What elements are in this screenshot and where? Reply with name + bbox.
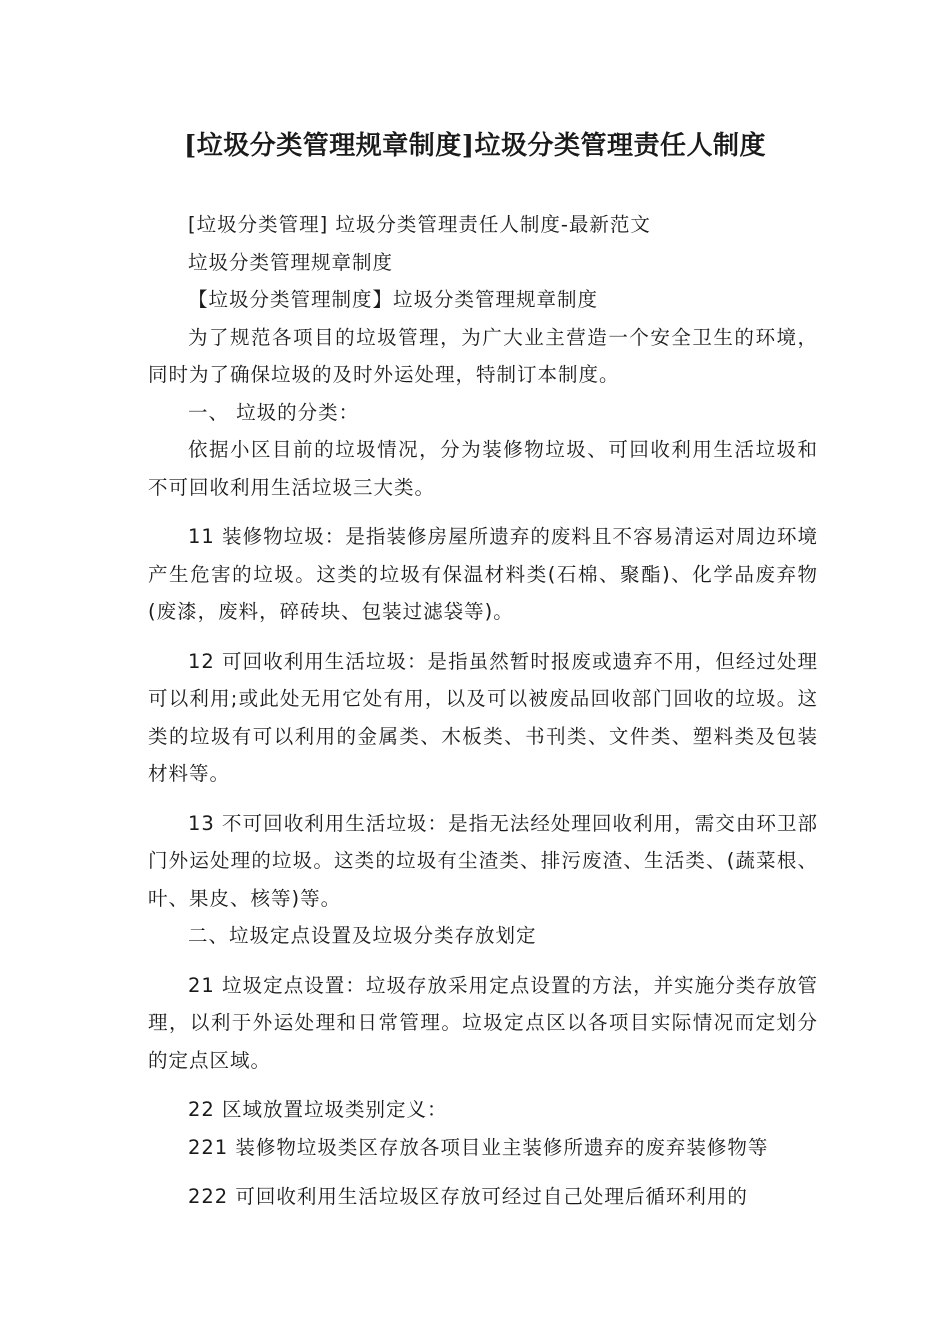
- paragraph-21: 21 垃圾定点设置：垃圾存放采用定点设置的方法，并实施分类存放管理，以利于外运处理和日常管理。垃圾定点区以各项目实际情况而定划分的定点区域。: [148, 973, 818, 1072]
- paragraph-subtitle: [垃圾分类管理] 垃圾分类管理责任人制度-最新范文: [187, 213, 651, 236]
- paragraph-source: 【垃圾分类管理制度】垃圾分类管理规章制度: [187, 288, 598, 311]
- paragraph-heading: 垃圾分类管理规章制度: [187, 250, 393, 274]
- section-heading-placement: 二、垃圾定点设置及垃圾分类存放划定: [187, 924, 537, 947]
- section-heading-classification: 一、 垃圾的分类：: [187, 400, 360, 424]
- paragraph-22: 22 区域放置垃圾类别定义：: [187, 1098, 448, 1121]
- paragraph-13: 13 不可回收利用生活垃圾：是指无法经处理回收利用，需交由环卫部门外运处理的垃圾。这类的垃圾有尘渣类、排污废渣、生活类、(蔬菜根、叶、果皮、核等)等。: [148, 811, 818, 910]
- paragraph-221: 221 装修物垃圾类区存放各项目业主装修所遗弃的废弃装修物等: [187, 1135, 769, 1159]
- document-body: [148, 206, 818, 1216]
- document-title: [垃圾分类管理规章制度]垃圾分类管理责任人制度: [183, 131, 767, 162]
- paragraph-222: 222 可回收利用生活垃圾区存放可经过自己处理后循环利用的: [187, 1185, 748, 1208]
- paragraph-11: 11 装修物垃圾：是指装修房屋所遗弃的废料且不容易清运对周边环境产生危害的垃圾。这类的垃圾有保温材料类(石棉、聚酯)、化学品废弃物(废漆，废料，碎砖块、包装过滤袋等)。: [148, 525, 818, 623]
- paragraph-categories: 依据小区目前的垃圾情况，分为装修物垃圾、可回收利用生活垃圾和不可回收利用生活垃圾三大类。: [148, 438, 818, 499]
- paragraph-intro: 为了规范各项目的垃圾管理，为广大业主营造一个安全卫生的环境，同时为了确保垃圾的及时外运处理，特制订本制度。: [148, 325, 818, 386]
- paragraph-12: 12 可回收利用生活垃圾：是指虽然暂时报废或遗弃不用，但经过处理可以利用;或此处无用它处有用，以及可以被废品回收部门回收的垃圾。这类的垃圾有可以利用的金属类、木板类、书刊类、文件类、塑料类及包装材料等。: [148, 649, 818, 785]
